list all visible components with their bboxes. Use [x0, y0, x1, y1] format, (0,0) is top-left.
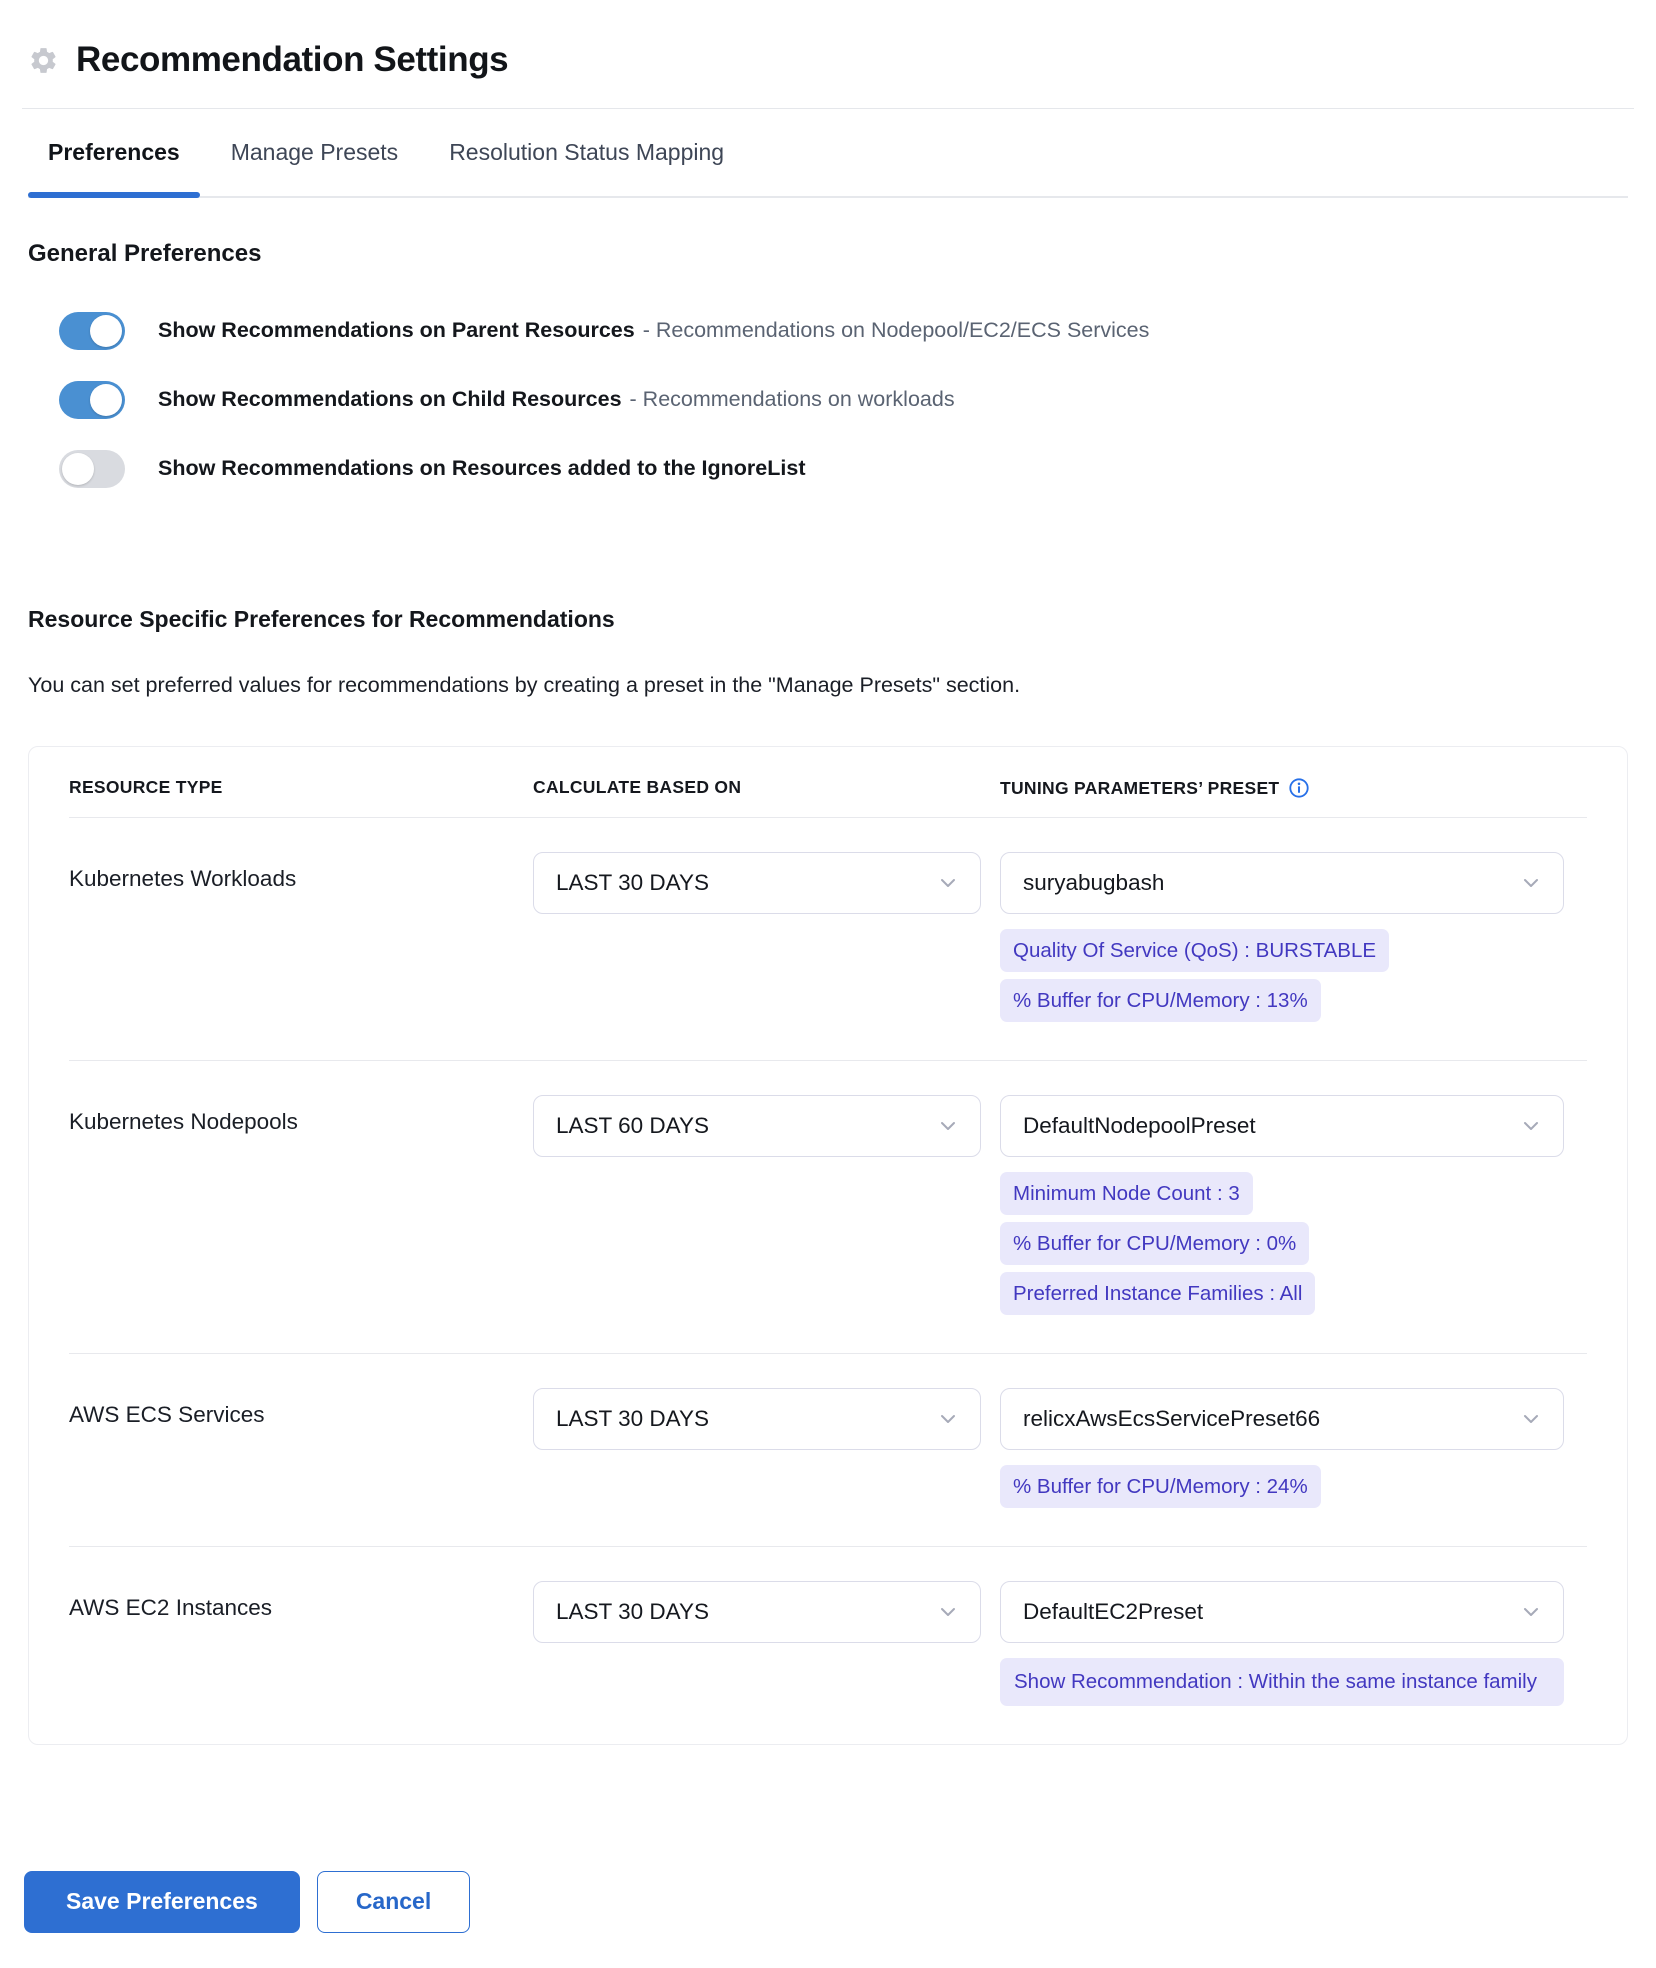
column-header-tuning-preset-label: TUNING PARAMETERS’ PRESET [1000, 777, 1280, 798]
toggle-row-ignorelist [28, 450, 1628, 488]
resource-type-label: Kubernetes Nodepools [69, 1109, 298, 1134]
selected-value: suryabugbash [1023, 870, 1165, 895]
selected-value: DefaultNodepoolPreset [1023, 1113, 1256, 1138]
cancel-button[interactable]: Cancel [317, 1871, 470, 1933]
resource-preferences-table [28, 746, 1628, 1745]
general-preferences-heading: General Preferences [28, 240, 262, 267]
resource-type-label: AWS ECS Services [69, 1402, 265, 1427]
chevron-down-icon [1519, 871, 1543, 895]
tab-resolution-status-mapping[interactable]: Resolution Status Mapping [449, 139, 725, 165]
selected-value: LAST 30 DAYS [556, 870, 709, 895]
toggle-child-resources[interactable] [59, 381, 125, 419]
resource-preferences-description: You can set preferred values for recommendations by creating a preset in the "Manage Presets" section. [28, 673, 1021, 697]
tab-manage-presets[interactable]: Manage Presets [230, 139, 399, 165]
calculate-based-on-select[interactable] [533, 1388, 981, 1450]
calculate-based-on-select[interactable] [533, 1095, 981, 1157]
chevron-down-icon [1519, 1600, 1543, 1624]
tab-preferences[interactable]: Preferences [28, 109, 200, 196]
tuning-preset-select[interactable] [1000, 1388, 1564, 1450]
selected-value: LAST 30 DAYS [556, 1406, 709, 1431]
footer-actions [24, 1871, 1628, 1967]
preset-badges [1000, 1172, 1564, 1315]
chevron-down-icon [936, 1407, 960, 1431]
toggle-row-parent-resources [28, 312, 1628, 350]
toggle-parent-resources[interactable] [59, 312, 125, 350]
preset-badge: Preferred Instance Families : All [1000, 1272, 1315, 1315]
toggle-description: - Recommendations on Nodepool/EC2/ECS Services [642, 318, 1150, 343]
toggle-text [158, 317, 1149, 345]
toggle-knob [62, 453, 94, 485]
toggle-ignorelist[interactable] [59, 450, 125, 488]
chevron-down-icon [936, 1114, 960, 1138]
info-icon[interactable] [1288, 777, 1310, 799]
calculate-based-on-select[interactable] [533, 852, 981, 914]
tab-bar [28, 109, 1628, 198]
resource-preferences-heading: Resource Specific Preferences for Recommendations [28, 606, 615, 632]
resource-type-label: AWS EC2 Instances [69, 1595, 272, 1620]
toggle-description: - Recommendations on workloads [629, 387, 955, 412]
tuning-preset-select[interactable] [1000, 852, 1564, 914]
gear-icon [28, 45, 59, 76]
tuning-preset-select[interactable] [1000, 1581, 1564, 1643]
toggle-knob [90, 384, 122, 416]
toggle-list [28, 312, 1628, 488]
page-header [28, 0, 1628, 80]
chevron-down-icon [1519, 1407, 1543, 1431]
calculate-based-on-select[interactable] [533, 1581, 981, 1643]
resource-type-label: Kubernetes Workloads [69, 866, 297, 891]
toggle-label: Show Recommendations on Parent Resources [158, 318, 635, 343]
toggle-text [158, 386, 955, 414]
selected-value: DefaultEC2Preset [1023, 1599, 1204, 1624]
preset-badge: % Buffer for CPU/Memory : 13% [1000, 979, 1321, 1022]
toggle-knob [90, 315, 122, 347]
table-header-row [69, 777, 1587, 818]
chevron-down-icon [1519, 1114, 1543, 1138]
column-header-tuning-preset [1000, 777, 1587, 799]
table-row [69, 1354, 1587, 1547]
chevron-down-icon [936, 1600, 960, 1624]
preset-badge: % Buffer for CPU/Memory : 0% [1000, 1222, 1309, 1265]
selected-value: relicxAwsEcsServicePreset66 [1023, 1406, 1321, 1431]
preset-badge: Quality Of Service (QoS) : BURSTABLE [1000, 929, 1389, 972]
preset-badges [1000, 1465, 1564, 1508]
selected-value: LAST 30 DAYS [556, 1599, 709, 1624]
table-row [69, 818, 1587, 1061]
preset-badges [1000, 929, 1564, 1022]
preset-badge: Show Recommendation : Within the same instance family [1000, 1658, 1564, 1706]
column-header-calculate-based-on: CALCULATE BASED ON [533, 777, 742, 797]
preset-badge: % Buffer for CPU/Memory : 24% [1000, 1465, 1321, 1508]
chevron-down-icon [936, 871, 960, 895]
page-title: Recommendation Settings [76, 40, 509, 79]
preset-badges [1000, 1658, 1564, 1706]
toggle-text [158, 455, 805, 483]
toggle-row-child-resources [28, 381, 1628, 419]
column-header-resource-type: RESOURCE TYPE [69, 777, 223, 797]
tuning-preset-select[interactable] [1000, 1095, 1564, 1157]
toggle-label: Show Recommendations on Resources added to the IgnoreList [158, 456, 806, 481]
toggle-label: Show Recommendations on Child Resources [158, 387, 622, 412]
table-row [69, 1061, 1587, 1354]
save-preferences-button[interactable]: Save Preferences [24, 1871, 300, 1933]
preset-badge: Minimum Node Count : 3 [1000, 1172, 1253, 1215]
selected-value: LAST 60 DAYS [556, 1113, 709, 1138]
table-row [69, 1547, 1587, 1714]
